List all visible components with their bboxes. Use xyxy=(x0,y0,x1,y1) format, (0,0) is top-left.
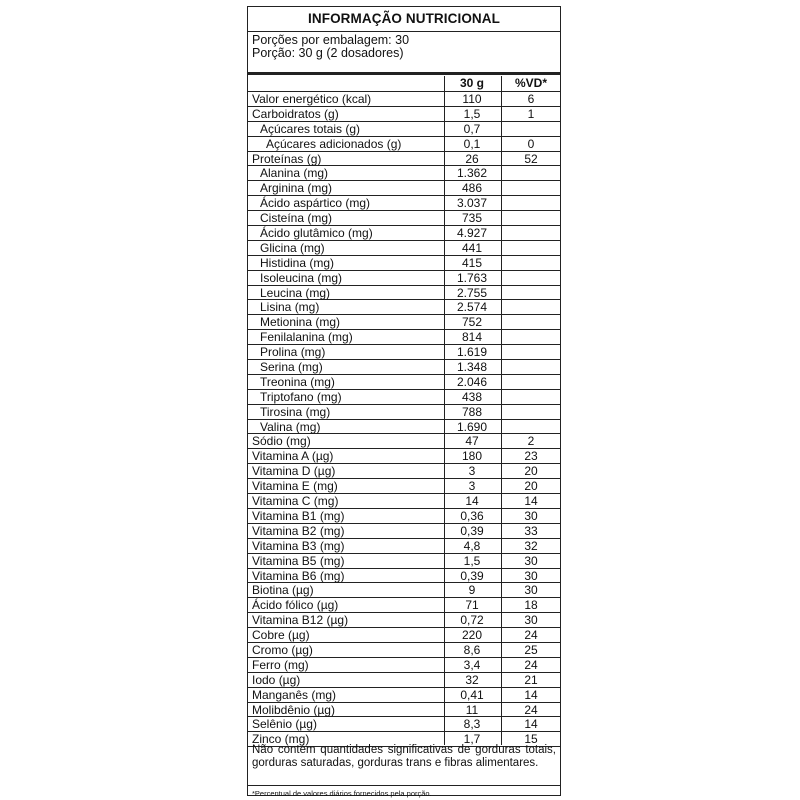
nutrient-dv: 30 xyxy=(524,583,538,598)
nutrient-dv: 30 xyxy=(524,508,538,523)
nutrient-amount: 0,1 xyxy=(463,136,481,151)
nutrient-amount: 32 xyxy=(465,672,479,687)
table-row xyxy=(248,330,560,345)
nutrient-name: Lisina (mg) xyxy=(260,300,320,315)
table-row xyxy=(248,554,560,569)
nutrient-dv: 20 xyxy=(524,479,538,494)
table-row xyxy=(248,241,560,256)
table-row xyxy=(248,658,560,673)
nutrient-amount: 0,36 xyxy=(460,508,484,523)
nutrient-amount: 0,7 xyxy=(463,121,481,136)
nutrient-amount: 1,7 xyxy=(463,732,481,747)
nutrient-name: Ácido glutâmico (mg) xyxy=(260,226,373,241)
nutrient-dv: 20 xyxy=(524,464,538,479)
nutrient-amount: 438 xyxy=(461,389,483,404)
table-row xyxy=(248,256,560,271)
table-row xyxy=(248,315,560,330)
nutrient-amount: 1.348 xyxy=(456,360,488,375)
nutrient-amount: 14 xyxy=(465,494,479,509)
nutrient-amount: 11 xyxy=(465,702,479,717)
nutrient-name: Vitamina E (mg) xyxy=(252,479,338,494)
nutrient-name: Ácido aspártico (mg) xyxy=(260,196,371,211)
nutrient-amount: 180 xyxy=(461,449,483,464)
table-row xyxy=(248,688,560,703)
table-row xyxy=(248,494,560,509)
nutrient-name: Zinco (mg) xyxy=(252,732,310,747)
nutrient-dv: 33 xyxy=(524,523,538,538)
nutrient-name: Selênio (µg) xyxy=(252,717,317,732)
nutrient-dv: 30 xyxy=(524,553,538,568)
nutrient-name: Arginina (mg) xyxy=(260,181,333,196)
nutrient-amount: 220 xyxy=(461,628,483,643)
footnote-divider xyxy=(248,785,560,786)
table-row xyxy=(248,137,560,152)
nutrient-amount: 71 xyxy=(465,598,479,613)
nutrient-amount: 47 xyxy=(465,434,479,449)
nutrient-dv: 52 xyxy=(524,151,538,166)
nutrient-amount: 1,5 xyxy=(463,553,481,568)
nutrient-amount: 1.362 xyxy=(456,166,488,181)
table-row xyxy=(248,434,560,449)
nutrient-name: Vitamina B1 (mg) xyxy=(252,508,345,523)
nutrient-name: Açúcares totais (g) xyxy=(260,121,361,136)
table-row xyxy=(248,509,560,524)
nutrient-name: Cobre (µg) xyxy=(252,628,310,643)
nutrient-amount: 441 xyxy=(461,240,483,255)
nutrient-name: Metionina (mg) xyxy=(260,315,341,330)
nutrient-dv: 32 xyxy=(524,538,538,553)
nutrient-name: Serina (mg) xyxy=(260,360,323,375)
table-header-row xyxy=(248,76,560,92)
nutrient-amount: 0,39 xyxy=(460,523,484,538)
nutrient-amount: 2.574 xyxy=(456,300,488,315)
nutrient-name: Valor energético (kcal) xyxy=(252,92,372,106)
table-row xyxy=(248,703,560,718)
table-row xyxy=(248,569,560,584)
portion-info xyxy=(252,34,409,60)
nutrient-amount: 0,41 xyxy=(460,687,484,702)
nutrient-dv: 30 xyxy=(524,613,538,628)
table-row xyxy=(248,360,560,375)
nutrient-dv: 2 xyxy=(527,434,535,449)
nutrient-name: Carboidratos (g) xyxy=(252,106,339,121)
table-row xyxy=(248,345,560,360)
nutrient-amount: 2.046 xyxy=(456,374,488,389)
nutrient-name: Tirosina (mg) xyxy=(260,404,331,419)
nutrient-name: Vitamina B5 (mg) xyxy=(252,553,345,568)
nutrition-facts-label xyxy=(247,6,561,796)
nutrient-amount: 26 xyxy=(465,151,479,166)
header-amount: 30 g xyxy=(459,76,484,90)
table-row xyxy=(248,271,560,286)
table-row xyxy=(248,420,560,435)
nutrient-dv: 14 xyxy=(524,494,538,509)
nutrient-amount: 8,3 xyxy=(463,717,481,732)
nutrient-amount: 3 xyxy=(468,464,476,479)
table-row xyxy=(248,181,560,196)
nutrient-name: Glicina (mg) xyxy=(260,240,325,255)
nutrient-amount: 0,72 xyxy=(460,613,484,628)
nutrient-name: Prolina (mg) xyxy=(260,345,326,360)
table-row xyxy=(248,226,560,241)
nutrient-name: Isoleucina (mg) xyxy=(260,270,343,285)
nutrient-amount: 3 xyxy=(468,479,476,494)
nutrient-dv: 0 xyxy=(527,136,535,151)
nutrient-amount: 1.690 xyxy=(456,419,488,434)
nutrient-dv: 14 xyxy=(524,687,538,702)
nutrient-rows xyxy=(248,92,560,747)
nutrient-amount: 2.755 xyxy=(456,285,488,300)
table-row xyxy=(248,524,560,539)
table-row xyxy=(248,152,560,167)
table-row xyxy=(248,405,560,420)
nutrient-dv: 25 xyxy=(524,642,538,657)
nutrient-name: Sódio (mg) xyxy=(252,434,311,449)
nutrient-amount: 1.763 xyxy=(456,270,488,285)
nutrient-amount: 1.619 xyxy=(456,345,488,360)
nutrient-dv: 18 xyxy=(524,598,538,613)
nutrient-name: Iodo (µg) xyxy=(252,672,301,687)
nutrient-amount: 486 xyxy=(461,181,483,196)
nutrient-dv: 15 xyxy=(524,732,538,747)
nutrient-amount: 110 xyxy=(462,92,482,106)
nutrient-dv: 30 xyxy=(524,568,538,583)
nutrient-amount: 814 xyxy=(461,330,483,345)
nutrient-name: Vitamina B12 (µg) xyxy=(252,613,349,628)
table-row xyxy=(248,628,560,643)
footnote-not-significant: Não contém quantidades significativas de gorduras totais, gorduras saturadas, gorduras trans e fibras alimentares. xyxy=(252,744,556,769)
nutrient-amount: 1,5 xyxy=(463,106,481,121)
nutrient-amount: 9 xyxy=(468,583,476,598)
servings-per-package: Porções por embalagem: 30 xyxy=(252,33,410,47)
table-row xyxy=(248,598,560,613)
table-row xyxy=(248,286,560,301)
nutrient-name: Alanina (mg) xyxy=(260,166,329,181)
nutrient-dv: 14 xyxy=(524,717,538,732)
table-row xyxy=(248,166,560,181)
nutrient-name: Molibdênio (µg) xyxy=(252,702,335,717)
nutrient-name: Vitamina C (mg) xyxy=(252,494,339,509)
table-row xyxy=(248,107,560,122)
table-row xyxy=(248,464,560,479)
header-divider xyxy=(248,72,560,75)
table-row xyxy=(248,375,560,390)
nutrient-name: Ferro (mg) xyxy=(252,657,309,672)
table-row xyxy=(248,643,560,658)
table-row xyxy=(248,717,560,732)
table-row xyxy=(248,390,560,405)
nutrient-name: Vitamina B6 (mg) xyxy=(252,568,345,583)
serving-size: Porção: 30 g (2 dosadores) xyxy=(252,46,404,60)
table-row xyxy=(248,92,560,107)
nutrient-dv: 6 xyxy=(527,92,535,106)
table-row xyxy=(248,479,560,494)
nutrient-dv: 24 xyxy=(524,657,538,672)
nutrient-dv: 21 xyxy=(524,672,538,687)
table-row xyxy=(248,211,560,226)
nutrient-dv: 24 xyxy=(524,628,538,643)
nutrient-name: Cromo (µg) xyxy=(252,642,313,657)
table-row xyxy=(248,673,560,688)
nutrient-name: Vitamina B2 (mg) xyxy=(252,523,345,538)
column-divider-dv xyxy=(501,76,502,745)
nutrient-dv: 24 xyxy=(524,702,538,717)
table-row xyxy=(248,613,560,628)
nutrient-name: Ácido fólico (µg) xyxy=(252,598,339,613)
table-row xyxy=(248,583,560,598)
nutrient-name: Treonina (mg) xyxy=(260,374,335,389)
nutrient-dv: 1 xyxy=(527,106,535,121)
header-dv: %VD* xyxy=(514,76,547,90)
nutrient-amount: 735 xyxy=(461,211,483,226)
nutrient-name: Cisteína (mg) xyxy=(260,211,333,226)
nutrient-name: Vitamina A (µg) xyxy=(252,449,334,464)
nutrient-amount: 3,4 xyxy=(463,657,481,672)
nutrient-name: Fenilalanina (mg) xyxy=(260,330,353,345)
nutrient-name: Triptofano (mg) xyxy=(260,389,342,404)
nutrient-amount: 8,6 xyxy=(463,642,481,657)
table-row xyxy=(248,300,560,315)
table-row xyxy=(248,539,560,554)
nutrient-dv: 23 xyxy=(524,449,538,464)
nutrient-amount: 0,39 xyxy=(460,568,484,583)
table-row xyxy=(248,196,560,211)
nutrient-amount: 3.037 xyxy=(456,196,488,211)
nutrient-name: Biotina (µg) xyxy=(252,583,314,598)
nutrient-name: Leucina (mg) xyxy=(260,285,331,300)
nutrient-amount: 752 xyxy=(461,315,483,330)
nutrient-amount: 4.927 xyxy=(456,226,488,241)
nutrient-name: Manganês (mg) xyxy=(252,687,337,702)
nutrient-amount: 415 xyxy=(461,255,483,270)
footnote-daily-values: *Percentual de valores diários fornecidos pela porção. xyxy=(252,789,432,798)
nutrient-amount: 4,8 xyxy=(463,538,481,553)
nutrient-name: Proteínas (g) xyxy=(252,151,322,166)
nutrient-name: Vitamina B3 (mg) xyxy=(252,538,345,553)
nutrient-table xyxy=(248,76,560,747)
nutrient-name: Açúcares adicionados (g) xyxy=(266,136,402,151)
table-row xyxy=(248,122,560,137)
nutrient-name: Valina (mg) xyxy=(260,419,321,434)
nutrient-name: Histidina (mg) xyxy=(260,255,335,270)
column-divider-amount xyxy=(444,76,445,745)
nutrient-name: Vitamina D (µg) xyxy=(252,464,336,479)
table-row xyxy=(248,449,560,464)
nutrient-amount: 788 xyxy=(461,404,483,419)
label-title: INFORMAÇÃO NUTRICIONAL xyxy=(248,9,560,32)
